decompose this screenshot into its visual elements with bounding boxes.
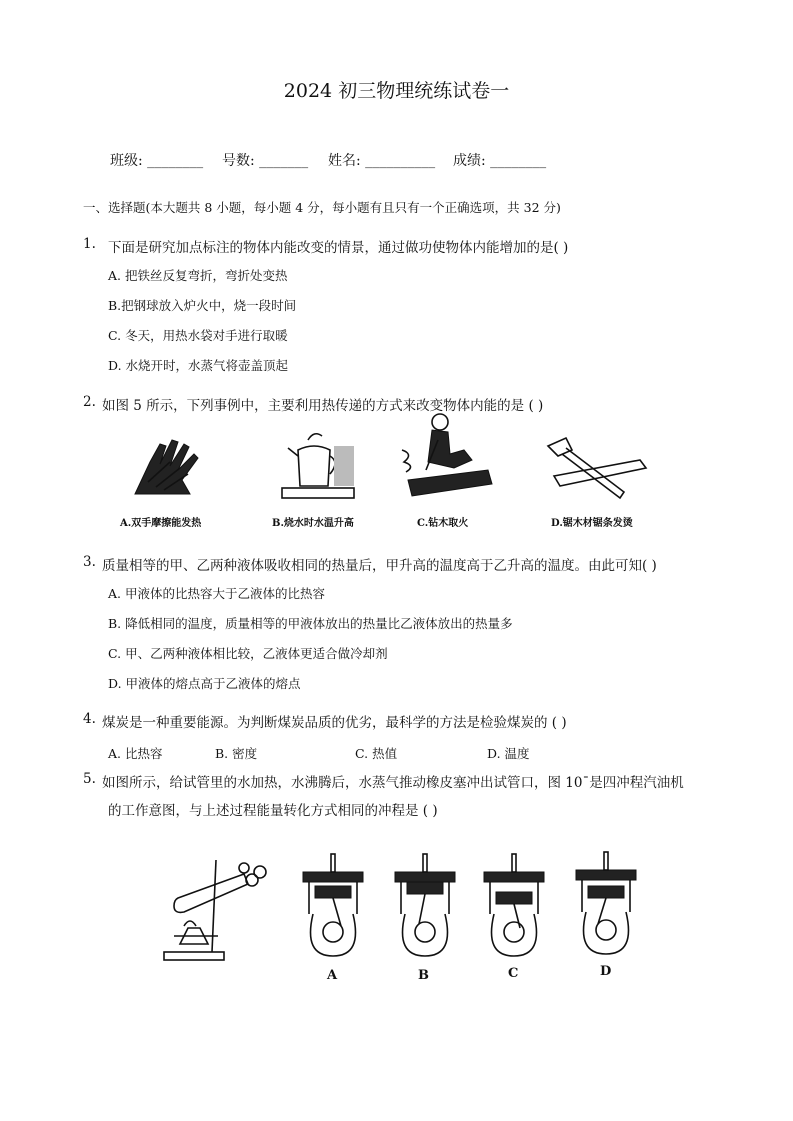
option-b[interactable]: B. 密度 [215,746,258,761]
image-caption-b: B.烧水时水温升高 [272,518,354,529]
class-field[interactable]: 班级: ________ [110,153,204,169]
question-number: 2. [83,394,96,410]
option-d[interactable]: D. 温度 [487,746,530,761]
question-number: 1. [83,236,96,252]
option-b[interactable]: B. 降低相同的温度，质量相等的甲液体放出的热量比乙液体放出的热量多 [108,616,513,631]
question-number: 4. [83,711,96,727]
test-tube-heating-illustration [160,856,270,966]
image-caption-a: A.双手摩擦能发热 [120,518,202,529]
question-stem-line1: 如图所示，给试管里的水加热，水沸腾后，水蒸气推动橡皮塞冲出试管口，图 10ˉ是四冲程汽油机 [102,775,684,791]
image-caption-c: C.钻木取火 [417,518,469,529]
sawing-wood-illustration [544,434,648,504]
question-stem-line2: 的工作意图，与上述过程能量转化方式相同的冲程是 ( ) [108,803,438,819]
question-number: 5. [83,771,96,787]
engine-label-b: B [418,968,429,983]
number-field[interactable]: 号数: _______ [222,153,309,169]
score-field[interactable]: 成绩: ________ [453,153,547,169]
option-c[interactable]: C. 冬天，用热水袋对手进行取暖 [108,328,288,343]
option-a[interactable]: A. 比热容 [108,746,163,761]
engine-stroke-a-illustration [301,852,365,960]
option-c[interactable]: C. 热值 [355,746,398,761]
question-number: 3. [83,554,96,570]
option-c[interactable]: C. 甲、乙两种液体相比较，乙液体更适合做冷却剂 [108,646,388,661]
option-b[interactable]: B.把钢球放入炉火中，烧一段时间 [108,298,297,313]
option-a[interactable]: A. 甲液体的比热容大于乙液体的比热容 [108,586,325,601]
engine-stroke-d-illustration [574,850,638,958]
question-stem: 煤炭是一种重要能源。为判断煤炭品质的优劣，最科学的方法是检验煤炭的 ( ) [102,715,567,731]
engine-label-a: A [327,968,338,983]
engine-stroke-b-illustration [393,852,457,960]
page-title: 2024 初三物理统练试卷一 [283,80,510,102]
section-title: 一、选择题(本大题共 8 小题，每小题 4 分，每小题有且只有一个正确选项，共 32 分) [83,200,561,215]
kettle-illustration [278,428,358,502]
option-d[interactable]: D. 水烧开时，水蒸气将壶盖顶起 [108,358,289,373]
hands-rubbing-illustration [130,432,210,502]
option-d[interactable]: D. 甲液体的熔点高于乙液体的熔点 [108,676,301,691]
question-stem: 下面是研究加点标注的物体内能改变的情景，通过做功使物体内能增加的是( ) [108,240,569,256]
engine-stroke-c-illustration [482,852,546,960]
question-stem: 如图 5 所示，下列事例中，主要利用热传递的方式来改变物体内能的是 ( ) [102,398,544,414]
question-stem: 质量相等的甲、乙两种液体吸收相同的热量后，甲升高的温度高于乙升高的温度。由此可知( ) [102,558,657,574]
name-field[interactable]: 姓名: __________ [328,153,436,169]
image-caption-d: D.锯木材锯条发烫 [551,518,633,529]
engine-label-c: C [508,966,519,981]
engine-label-d: D [600,964,612,979]
drilling-wood-fire-illustration [398,410,498,504]
option-a[interactable]: A. 把铁丝反复弯折，弯折处变热 [108,268,288,283]
